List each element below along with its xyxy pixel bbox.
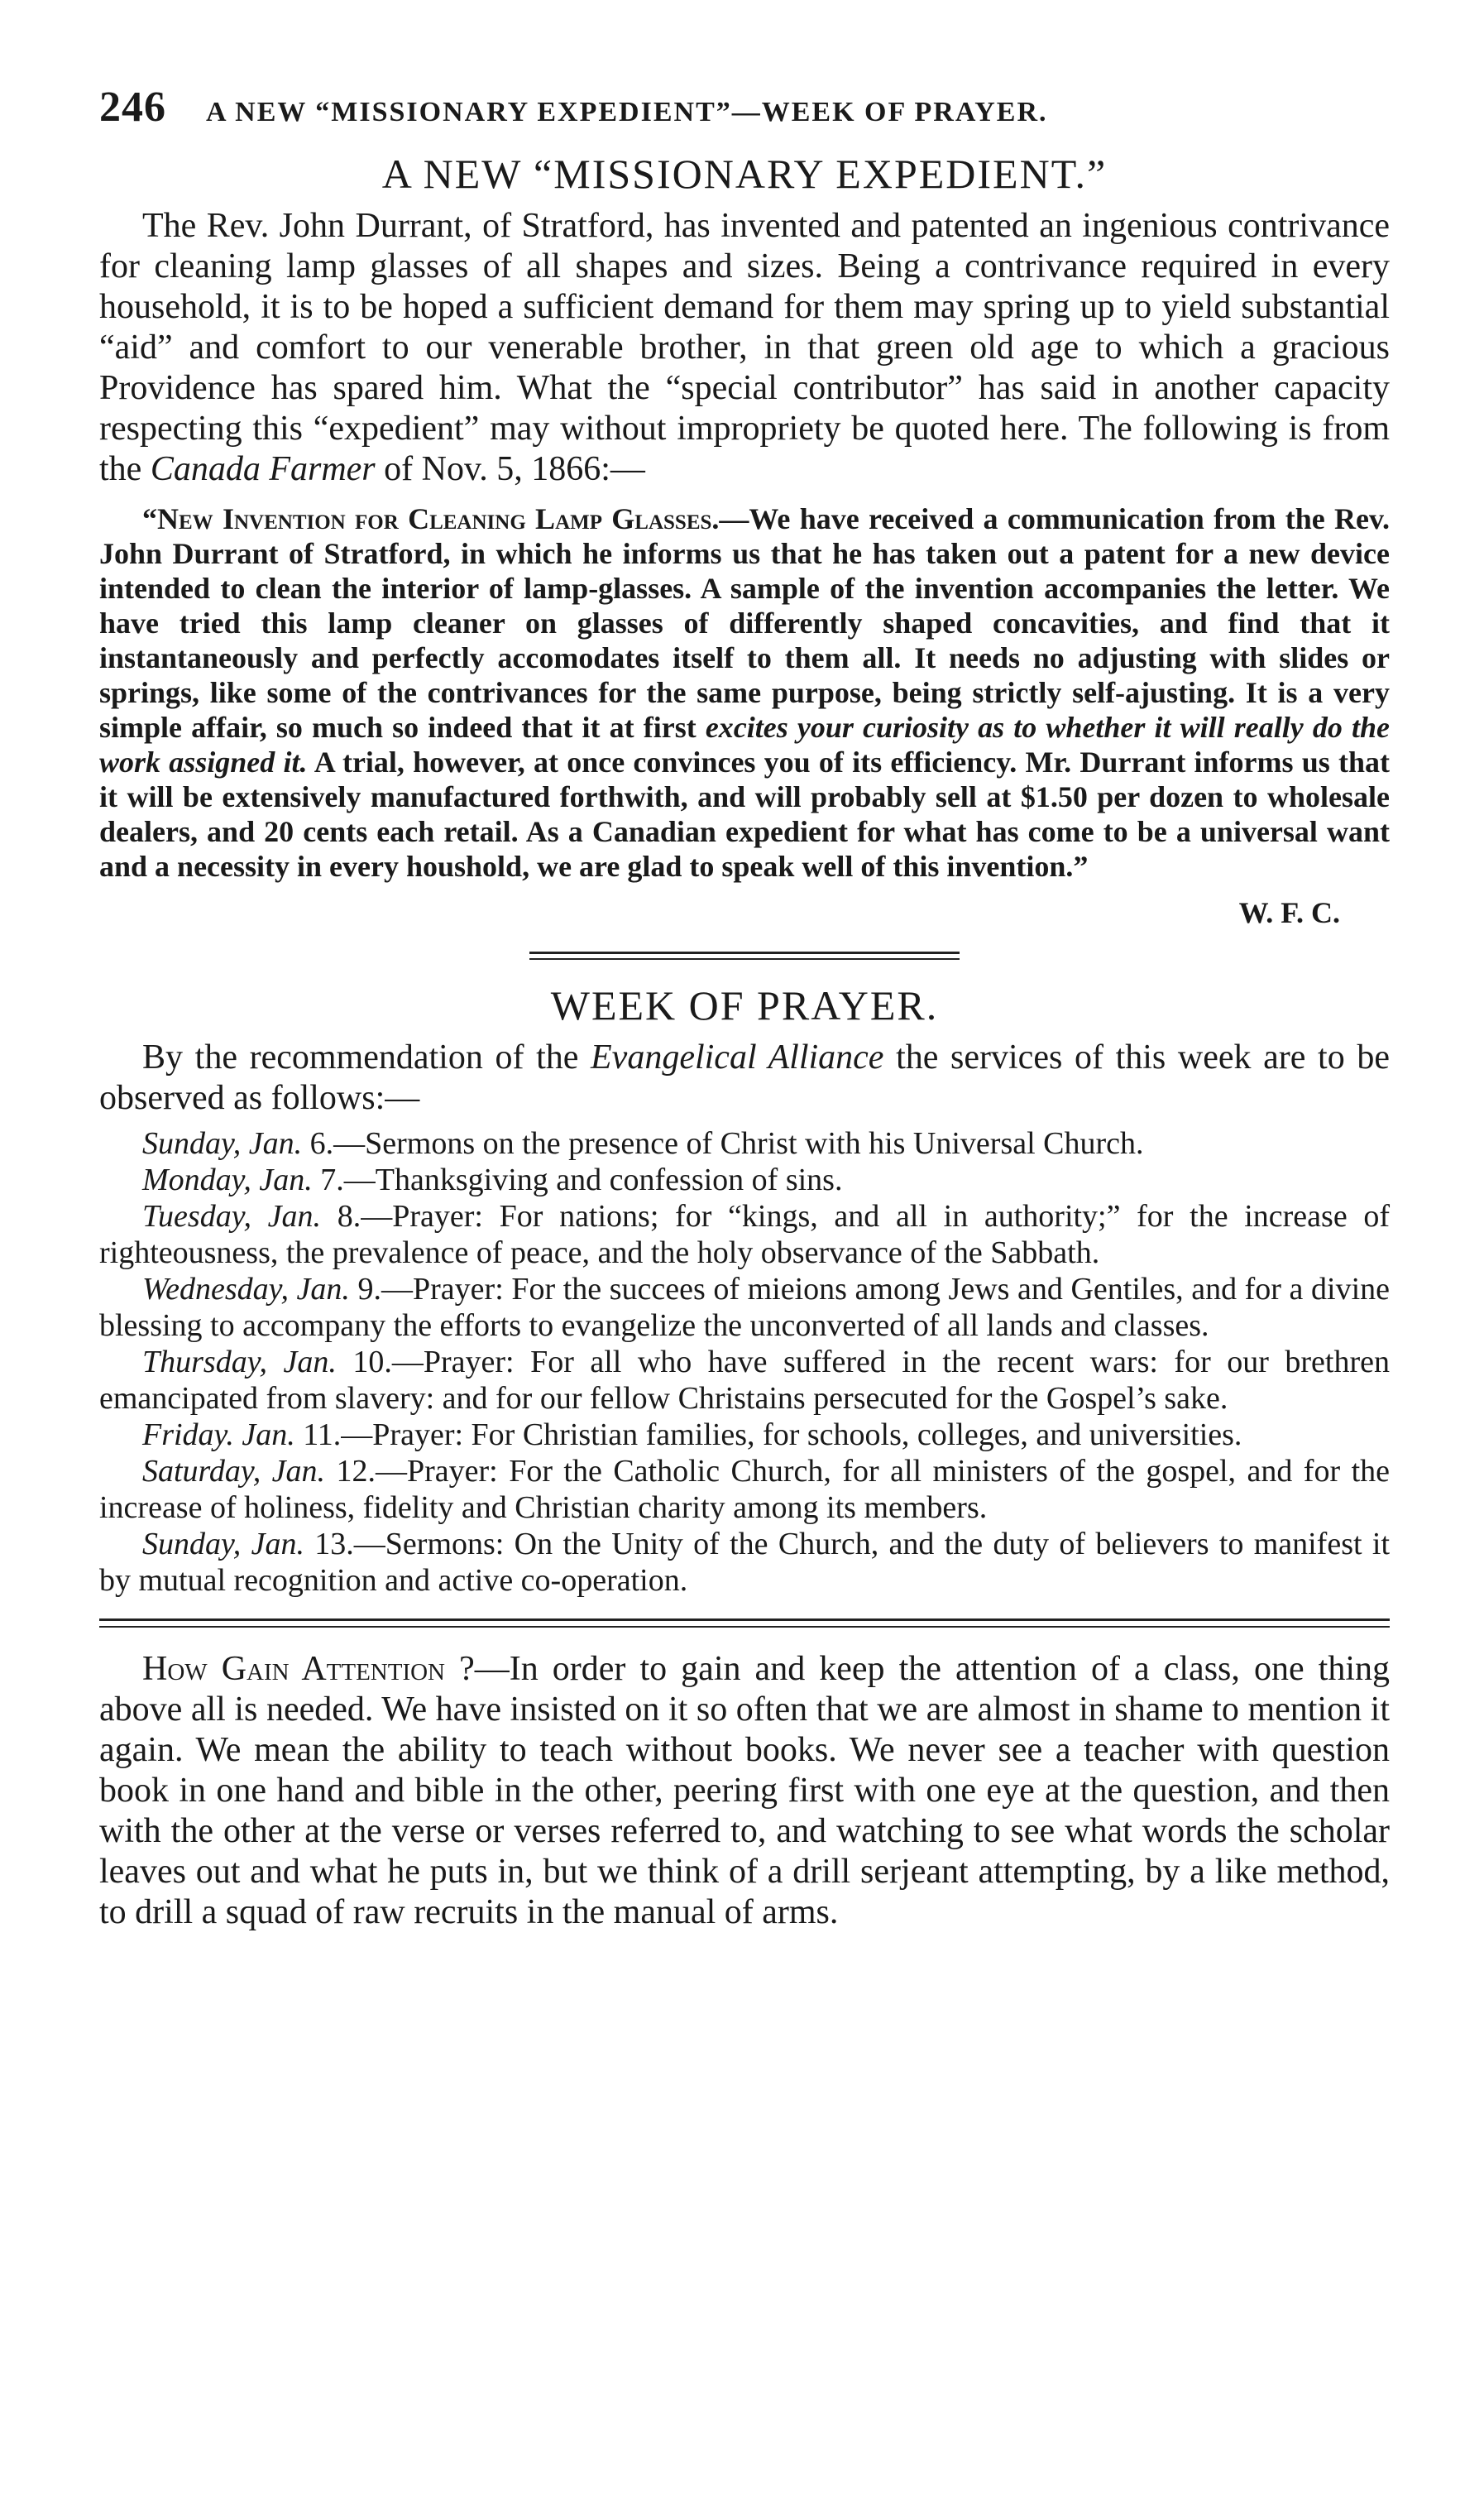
day-label: Wednesday, Jan.: [142, 1272, 350, 1307]
running-title: A NEW “MISSIONARY EXPEDIENT”—WEEK OF PRAYER.: [206, 97, 1048, 127]
signature-line: [99, 895, 1390, 930]
running-head: [99, 83, 1390, 132]
article-title-week-of-prayer: WEEK OF PRAYER.: [550, 982, 939, 1029]
list-item: [99, 1453, 1390, 1526]
list-item: [99, 1417, 1390, 1453]
section-divider: [99, 1618, 1390, 1628]
signature: W. F. C.: [1238, 896, 1340, 929]
page: [99, 83, 1390, 1933]
intro-text: By the recommendation of the: [142, 1038, 591, 1077]
list-item: [99, 1125, 1390, 1162]
section-divider: [529, 952, 960, 960]
day-text: Prayer: For the Catholic Church, for all ministers of the gospel, and for the increase of holiness, fidelity and Christian charity among its members.: [99, 1454, 1390, 1525]
paragraph-text-end: of Nov. 5, 1866:—: [375, 450, 645, 488]
list-item: [99, 1344, 1390, 1417]
list-item: [99, 1162, 1390, 1198]
day-number: 13.—: [304, 1527, 385, 1561]
intro-text-end: the services of this week are to be observed as follows:—: [99, 1038, 1390, 1117]
prayer-schedule: [99, 1125, 1390, 1599]
day-label: Sunday, Jan.: [142, 1126, 303, 1161]
day-number: 7.—: [312, 1163, 376, 1197]
article-paragraph: [99, 206, 1390, 490]
quoted-notice: [99, 501, 1390, 884]
day-label: Saturday, Jan.: [142, 1454, 326, 1489]
day-text: Sermons: On the Unity of the Church, and the duty of believers to manifest it by mutual recognition and active co-operation.: [99, 1527, 1390, 1598]
day-label: Sunday, Jan.: [142, 1527, 304, 1561]
day-text: Prayer: For Christian families, for schools, colleges, and universities.: [372, 1417, 1242, 1452]
notice-italic: excites your curiosity as to whether it will really do the work assigned it.: [99, 711, 1390, 779]
day-label: Friday. Jan.: [142, 1417, 295, 1452]
day-label: Thursday, Jan.: [142, 1345, 337, 1379]
article-title-missionary-expedient: A NEW “MISSIONARY EXPEDIENT.”: [381, 151, 1108, 197]
paragraph-text: The Rev. John Durrant, of Stratford, has invented and patented an ingenious contrivance for cleaning lamp glasses of all shapes and sizes. Being a contrivance required in every household, it is to be hoped a sufficient demand for them may spring up to yield substantial “aid” and comfort to our venerable brother, in that green old age to which a gracious Providence has spared him. What the “special contributor” has said in another capacity respecting this “expedient” may without impropriety be quoted here. The following is from the: [99, 207, 1390, 488]
day-label: Tuesday, Jan.: [142, 1199, 322, 1234]
paragraph-heading: How Gain Attention ?: [142, 1650, 475, 1688]
day-number: 10.—: [336, 1345, 424, 1379]
day-text: Sermons on the presence of Christ with his Universal Church.: [365, 1126, 1144, 1161]
notice-end: A trial, however, at once convinces you of its efficiency. Mr. Durrant informs us that it will be extensively manufactured forthwith, and will probably sell at $1.50 per dozen to wholesale dealers, and 20 cents each retail. As a Canadian expedient for what has come to be a universal want and a necessity in every houshold, we are glad to speak well of this invention.”: [99, 746, 1391, 883]
day-text: Thanksgiving and confession of sins.: [375, 1163, 843, 1197]
notice-body: —We have received a communication from the Rev. John Durrant of Stratford, in which he informs us that he has taken out a patent for a new device intended to clean the interior of lamp-glasses. A sample of the invention accompanies the letter. We have tried this lamp cleaner on glasses of differently shaped concavities, and find that it instantaneously and perfectly accomodates itself to them all. It needs no adjusting with slides or springs, like some of the contrivances for the same purpose, being strictly self-ajusting. It is a very simple affair, so much so indeed that it at first: [99, 502, 1390, 744]
list-item: [99, 1526, 1390, 1599]
paragraph-text: —In order to gain and keep the attention of a class, one thing above all is needed. We have insisted on it so often that we are almost in shame to mention it again. We mean the ability to teach without books. We never see a teacher with question book in one hand and bible in the other, peering first with one eye at the question, and then with the other at the verse or verses referred to, and watching to see what words the scholar leaves out and what he puts in, but we think of a drill serjeant attempting, by a like method, to drill a squad of raw recruits in the manual of arms.: [99, 1650, 1390, 1931]
day-number: 12.—: [325, 1454, 407, 1489]
day-text: Prayer: For the succees of mieions among Jews and Gentiles, and for a divine blessing to accompany the efforts to evangelize the unconverted of all lands and classes.: [99, 1272, 1390, 1343]
day-number: 8.—: [321, 1199, 393, 1234]
alliance-name: Evangelical Alliance: [591, 1038, 884, 1077]
page-number: 246: [99, 84, 166, 131]
week-intro: [99, 1038, 1390, 1119]
day-text: Prayer: For nations; for “kings, and all in authority;” for the increase of righteousness, the prevalence of peace, and the holy observance of the Sabbath.: [99, 1199, 1391, 1270]
notice-heading: “New Invention for Cleaning Lamp Glasses.: [142, 502, 720, 535]
attention-paragraph: [99, 1649, 1390, 1933]
day-number: 9.—: [349, 1272, 414, 1307]
list-item: [99, 1198, 1390, 1271]
day-text: Prayer: For all who have suffered in the recent wars: for our brethren emancipated from slavery: and for our fellow Christains persecuted for the Gospel’s sake.: [99, 1345, 1390, 1416]
source-title: Canada Farmer: [150, 450, 376, 488]
list-item: [99, 1271, 1390, 1344]
day-number: 6.—: [302, 1126, 366, 1161]
day-number: 11.—: [294, 1417, 373, 1452]
day-label: Monday, Jan.: [142, 1163, 313, 1197]
